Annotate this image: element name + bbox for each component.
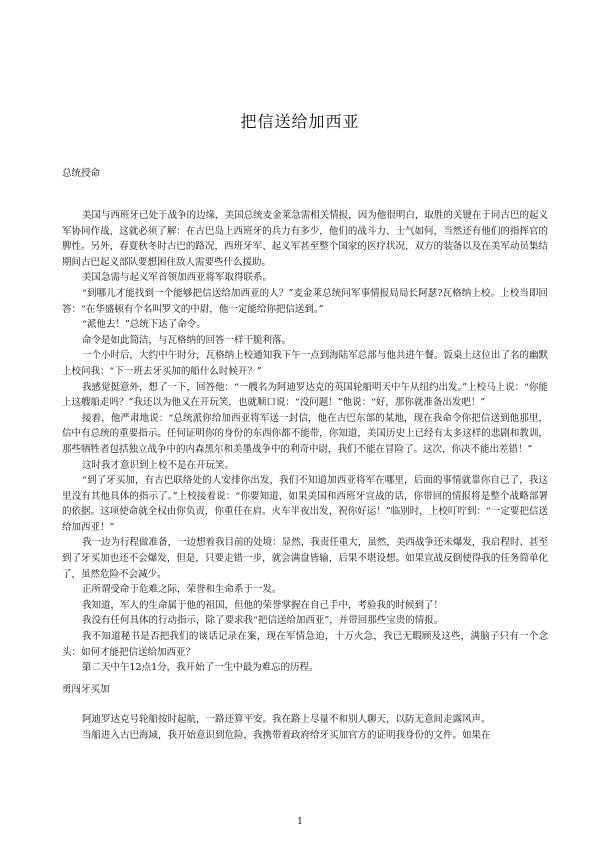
paragraph: 一个小时后，大约中午时分，瓦格纳上校通知我下午一点到海陆军总部与他共进午餐。饭桌上这位出了名的幽默上校问我：“下一班去牙买加的船什么时候开？”	[62, 350, 548, 377]
paragraph: “派他去！”总统下达了命令。	[82, 319, 206, 331]
paragraph: 当船进入古巴海域，我开始意识到危险，我携带着政府给牙买加官方的证明我身份的文件。如果在	[82, 729, 491, 741]
paragraph: 命令是如此简洁，与瓦格纳的回答一样干脆利落。	[82, 334, 292, 346]
section-heading: 总统授命	[62, 168, 101, 179]
document-title: 把信送给加西亚	[240, 112, 360, 131]
paragraph: “到哪儿才能找到一个能够把信送给加西亚的人？”麦金莱总统问军事情报局局长阿瑟?瓦格纳上校。上校当即回答：“在华盛顿有个名叫罗文的中尉，他一定能给你把信送到。”	[62, 287, 548, 315]
section-heading: 勇闯牙买加	[62, 684, 110, 695]
paragraph: 第二天中午12点1分，我开始了一生中最为难忘的历程。	[82, 662, 319, 674]
page-number: 1	[297, 817, 303, 827]
paragraph: “到了牙买加，有古巴联络处的人安排你出发，我们不知道加西亚将军在哪里，后面的事情就靠你自己了，我这里没有其他具体的指示了。”上校接着说：“你要知道，如果美国和西班牙宣战的话，你带回的情报将是整个战略部署的依据。这项使命就全权由你负责，你重任在肩。火车半夜出发，祝你好运！”临别时，上校叮咛到：“一定要把信送给加西亚！”	[62, 475, 548, 533]
paragraph: 我知道，军人的生命属于他的祖国，但他的荣誉掌握在自己手中，考验我的时候到了！	[82, 599, 444, 611]
paragraph: 我不知道秘书是否把我们的谈话记录在案，现在军情急迫，十万火急，我已无暇顾及这些，满脑子只有一个念头：如何才能把信送给加西亚？	[62, 631, 548, 658]
paragraph: 接着，他严肃地说：“总统派你给加西亚将军送一封信，他在古巴东部的某地，现在我命令你把信送到他那里，信中有总统的重要指示。任何证明你的身份的东西你都不能带，你知道，美国历史上已经有太多这样的悲剧和教训，那些牺牲者包括独立战争中的内森黑尔和美墨战争中的利奇中尉，我们不能在冒险了。这次，你决不能出差错！”	[62, 412, 548, 455]
paragraph: 美国与西班牙已处于战争的边缘，美国总统麦金莱急需相关情报，因为他很明白，取胜的关键在于同古巴的起义军协同作战，这就必须了解：在古巴岛上西班牙的兵力有多少，他们的战斗力、士气如何，当然还有他们的指挥官的脾性。另外，春夏秋冬时古巴的路况，西班牙军、起义军甚至整个国家的医疗状况，双方的装备以及在美军动员集结期间古巴起义部队要想困住敌人需要些什么援助。	[62, 210, 548, 268]
paragraph: 美国急需与起义军首领加西亚将军取得联系。	[82, 272, 273, 284]
paragraph: 我一边为行程做准备，一边想着我目前的处境：显然，我责任重大，虽然，美西战争还未爆发，我启程时、甚至到了牙买加也还不会爆发，但是，只要走错一步，就会满盘皆输，后果不堪设想。如果宣战反倒使得我的任务简单化了，虽然危险不会减少。	[62, 537, 548, 580]
section-body	[62, 208, 548, 676]
paragraph: 正所谓受命于危难之际，荣誉和生命系于一发。	[82, 584, 282, 596]
paragraph: 我感觉挺意外，想了一下，回答他：“一艘名为阿迪罗达克的英国轮船明天中午从纽约出发。”上校马上说：“你能上这艘船走吗？”我还以为他又在开玩笑，也就顺口说：“没问题！”他说：“好，那你就准备出发吧！”	[62, 381, 548, 409]
paragraph: 这时我才意识到上校不是在开玩笑。	[82, 459, 235, 471]
section-body	[62, 712, 548, 743]
paragraph: 阿迪罗达克号轮船按时起航，一路还算平安。我在路上尽量不和别人聊天，以防无意间走露风声。	[82, 714, 491, 725]
paragraph: 我没有任何具体的行动指示，除了要求我“把信送给加西亚”，并带回那些宝贵的情报。	[82, 615, 444, 627]
